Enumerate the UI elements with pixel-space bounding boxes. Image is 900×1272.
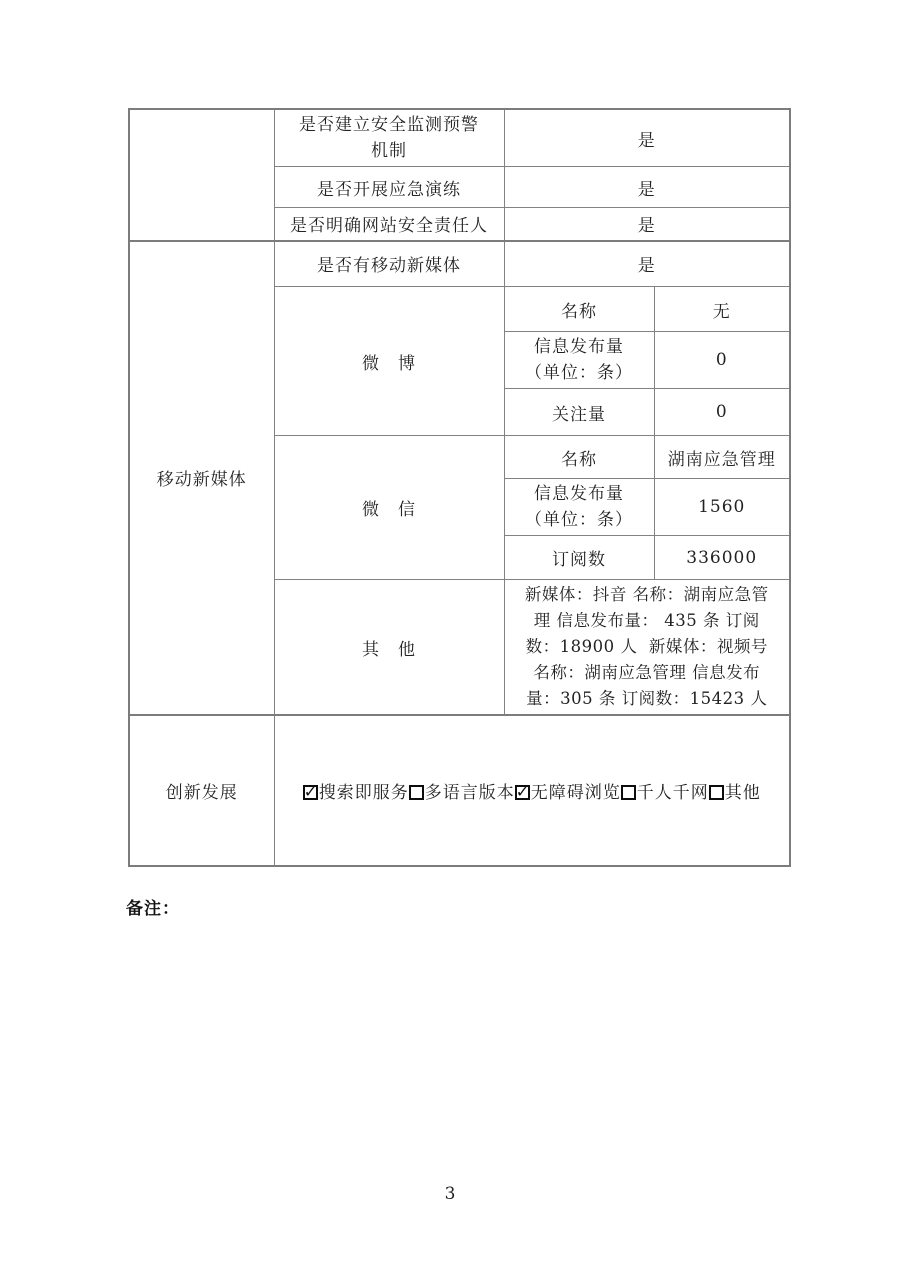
page-number: 3 [444,1184,456,1204]
wechat-label: 微 信 [274,436,504,580]
wechat-name-label: 名称 [504,436,654,479]
weibo-posts-label [504,332,654,389]
option-label: 搜索即服务 [318,783,409,803]
group-cell-continued [129,109,274,241]
emergency-drill-label: 是否开展应急演练 [274,167,504,208]
label-line: 信息发布量 [534,484,624,504]
option-accessibility [515,783,621,803]
group-cell-mobile-media: 移动新媒体 [129,241,274,716]
option-label: 无障碍浏览 [530,783,621,803]
other-media-line: 新媒体：抖音 名称：湖南应急管 [524,585,769,604]
wechat-posts-label [504,479,654,536]
weibo-posts-value: 0 [654,332,790,389]
innovation-options [274,715,790,866]
option-other [709,783,761,803]
wechat-subscribers-value: 336000 [654,536,790,580]
annual-report-table [128,108,791,867]
other-media-details [504,580,790,716]
option-multilingual [409,783,515,803]
security-officer-value: 是 [504,208,790,241]
wechat-name-value: 湖南应急管理 [654,436,790,479]
weibo-followers-value: 0 [654,389,790,436]
label-line: （单位：条） [525,363,633,383]
other-media-line: 量：305 条 订阅数：15423 人 [526,689,768,708]
has-mobile-media-value: 是 [504,241,790,287]
option-personalized [621,783,709,803]
notes-label: 备注： [126,899,180,918]
security-monitor-label [274,109,504,167]
other-media-line: 名称：湖南应急管理 信息发布 [533,663,761,682]
label-line: （单位：条） [525,510,633,530]
checkbox-other-icon [709,785,724,800]
option-label: 千人千网 [636,783,709,803]
other-media-line: 理 信息发布量： 435 条 订阅 [533,611,760,630]
wechat-posts-value: 1560 [654,479,790,536]
label-line: 机制 [371,141,407,161]
option-search-as-service [303,783,409,803]
other-media-line: 数：18900 人 新媒体：视频号 [525,637,768,656]
weibo-name-label: 名称 [504,287,654,332]
checkbox-personalized-icon [621,785,636,800]
label-line: 是否建立安全监测预警 [299,115,479,135]
option-label: 其他 [724,783,761,803]
wechat-subscribers-label: 订阅数 [504,536,654,580]
other-media-label: 其 他 [274,580,504,716]
checkbox-accessibility-icon [515,785,530,800]
emergency-drill-value: 是 [504,167,790,208]
weibo-followers-label: 关注量 [504,389,654,436]
weibo-name-value: 无 [654,287,790,332]
label-line: 信息发布量 [534,337,624,357]
checkbox-search-as-service-icon [303,785,318,800]
security-officer-label: 是否明确网站安全责任人 [274,208,504,241]
security-monitor-value: 是 [504,109,790,167]
checkbox-multilingual-icon [409,785,424,800]
group-cell-innovation: 创新发展 [129,715,274,866]
has-mobile-media-label: 是否有移动新媒体 [274,241,504,287]
option-label: 多语言版本 [424,783,515,803]
weibo-label: 微 博 [274,287,504,436]
